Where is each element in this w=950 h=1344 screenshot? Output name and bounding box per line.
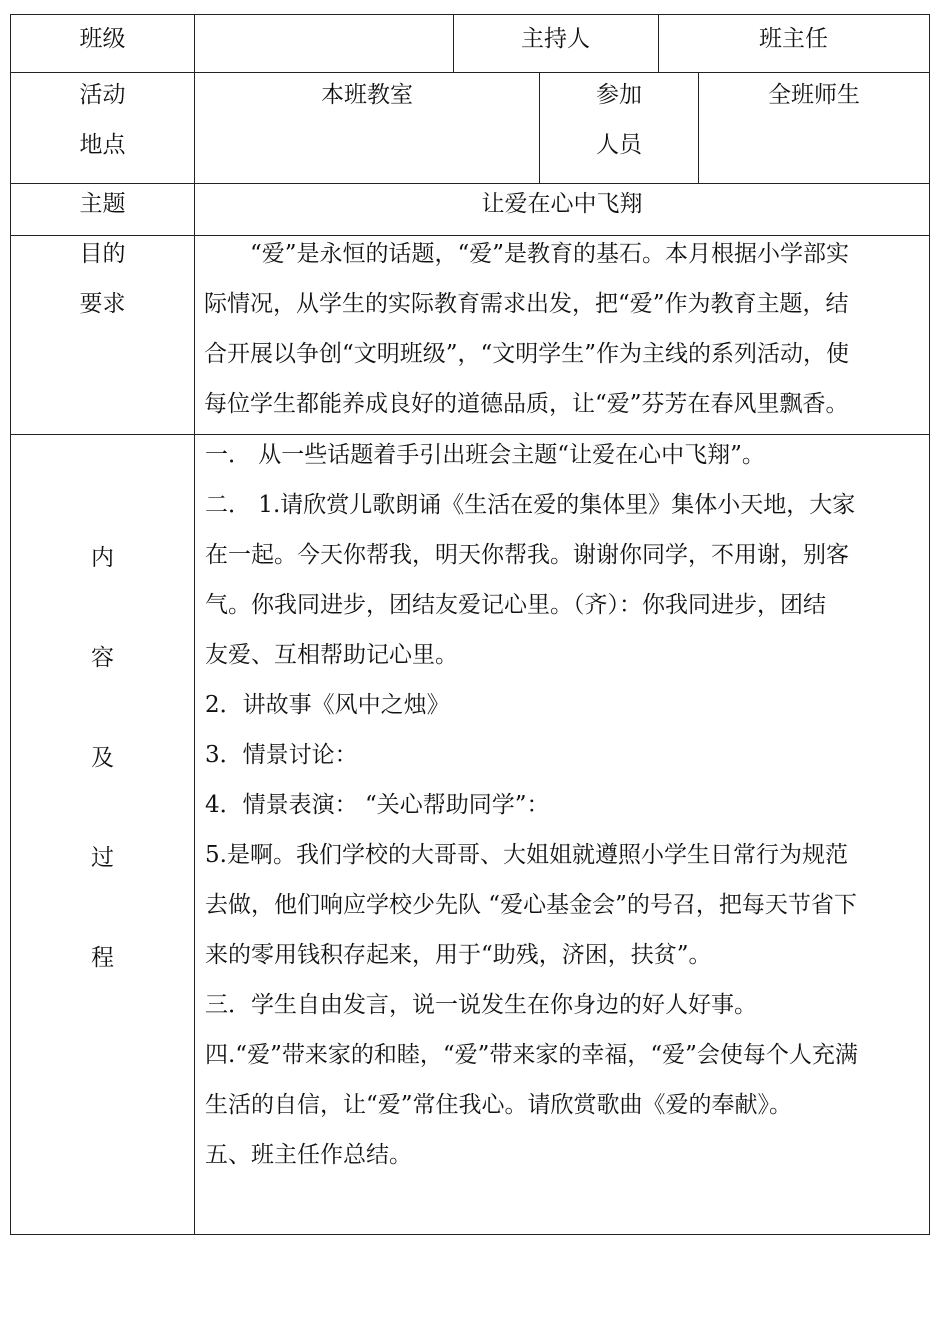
table-border-bottom: [10, 1234, 930, 1235]
location-label-line1: 活动: [79, 82, 126, 108]
participants-label: [539, 70, 699, 170]
content-line: 三．学生自由发言，说一说发生在你身边的好人好事。: [205, 992, 757, 1018]
content-label-char: 过: [91, 845, 114, 871]
purpose-line: 每位学生都能养成良好的道德品质，让“爱”芬芳在春风里飘香。: [204, 391, 849, 417]
content-line: 来的零用钱积存起来，用于“助残，济困，扶贫”。: [205, 942, 712, 968]
location-value: 本班教室: [321, 82, 413, 108]
purpose-label-line1: 目的: [79, 241, 126, 267]
purpose-label: [10, 229, 195, 329]
content-line: 5.是啊。我们学校的大哥哥、大姐姐就遵照小学生日常行为规范: [205, 842, 848, 868]
purpose-line: 际情况，从学生的实际教育需求出发，把“爱”作为教育主题，结: [204, 291, 849, 317]
purpose-label-line2: 要求: [79, 291, 126, 317]
class-meeting-form: [10, 14, 930, 1235]
theme-value: 让爱在心中飞翔: [481, 191, 643, 217]
table-border-right: [929, 14, 930, 1235]
theme-label: 主题: [79, 191, 126, 217]
participants-label-line2: 人员: [596, 132, 642, 158]
content-label-char: 内: [91, 545, 114, 571]
purpose-line: 合开展以争创“文明班级”，“文明学生”作为主线的系列活动，使: [204, 341, 850, 367]
purpose-line: “爱”是永恒的话题，“爱”是教育的基石。本月根据小学部实: [250, 241, 850, 267]
content-line: 2．讲故事《风中之烛》: [205, 692, 450, 718]
content-line: 去做，他们响应学校少先队 “爱心基金会”的号召，把每天节省下: [205, 892, 857, 918]
location-label: [10, 70, 195, 170]
participants-label-line1: 参加: [596, 82, 642, 108]
content-line: 二． 1.请欣赏儿歌朗诵《生活在爱的集体里》集体小天地，大家: [205, 492, 856, 518]
content-label-char: 程: [91, 945, 114, 971]
content-line: 生活的自信，让“爱”常住我心。请欣赏歌曲《爱的奉献》。: [205, 1092, 793, 1118]
content-line: 五、班主任作总结。: [205, 1142, 412, 1168]
content-line: 4．情景表演： “关心帮助同学”：: [205, 792, 550, 818]
class-label: 班级: [79, 26, 126, 52]
content-label-char: 容: [91, 645, 114, 671]
content-label-char: 及: [91, 745, 114, 771]
content-line: 四.“爱”带来家的和睦，“爱”带来家的幸福，“爱”会使每个人充满: [205, 1042, 858, 1068]
content-line: 3．情景讨论：: [205, 742, 358, 768]
content-line: 在一起。今天你帮我，明天你帮我。谢谢你同学，不用谢，别客: [205, 542, 849, 568]
content-line: 气。你我同进步，团结友爱记心里。（齐）：你我同进步，团结: [205, 592, 826, 618]
host-label: 主持人: [521, 26, 590, 52]
participants-value: 全班师生: [768, 82, 860, 108]
content-line: 一． 从一些话题着手引出班会主题“让爱在心中飞翔”。: [205, 442, 765, 468]
teacher-label: 班主任: [759, 26, 828, 52]
content-line: 友爱、互相帮助记心里。: [205, 642, 458, 668]
location-label-line2: 地点: [79, 132, 126, 158]
